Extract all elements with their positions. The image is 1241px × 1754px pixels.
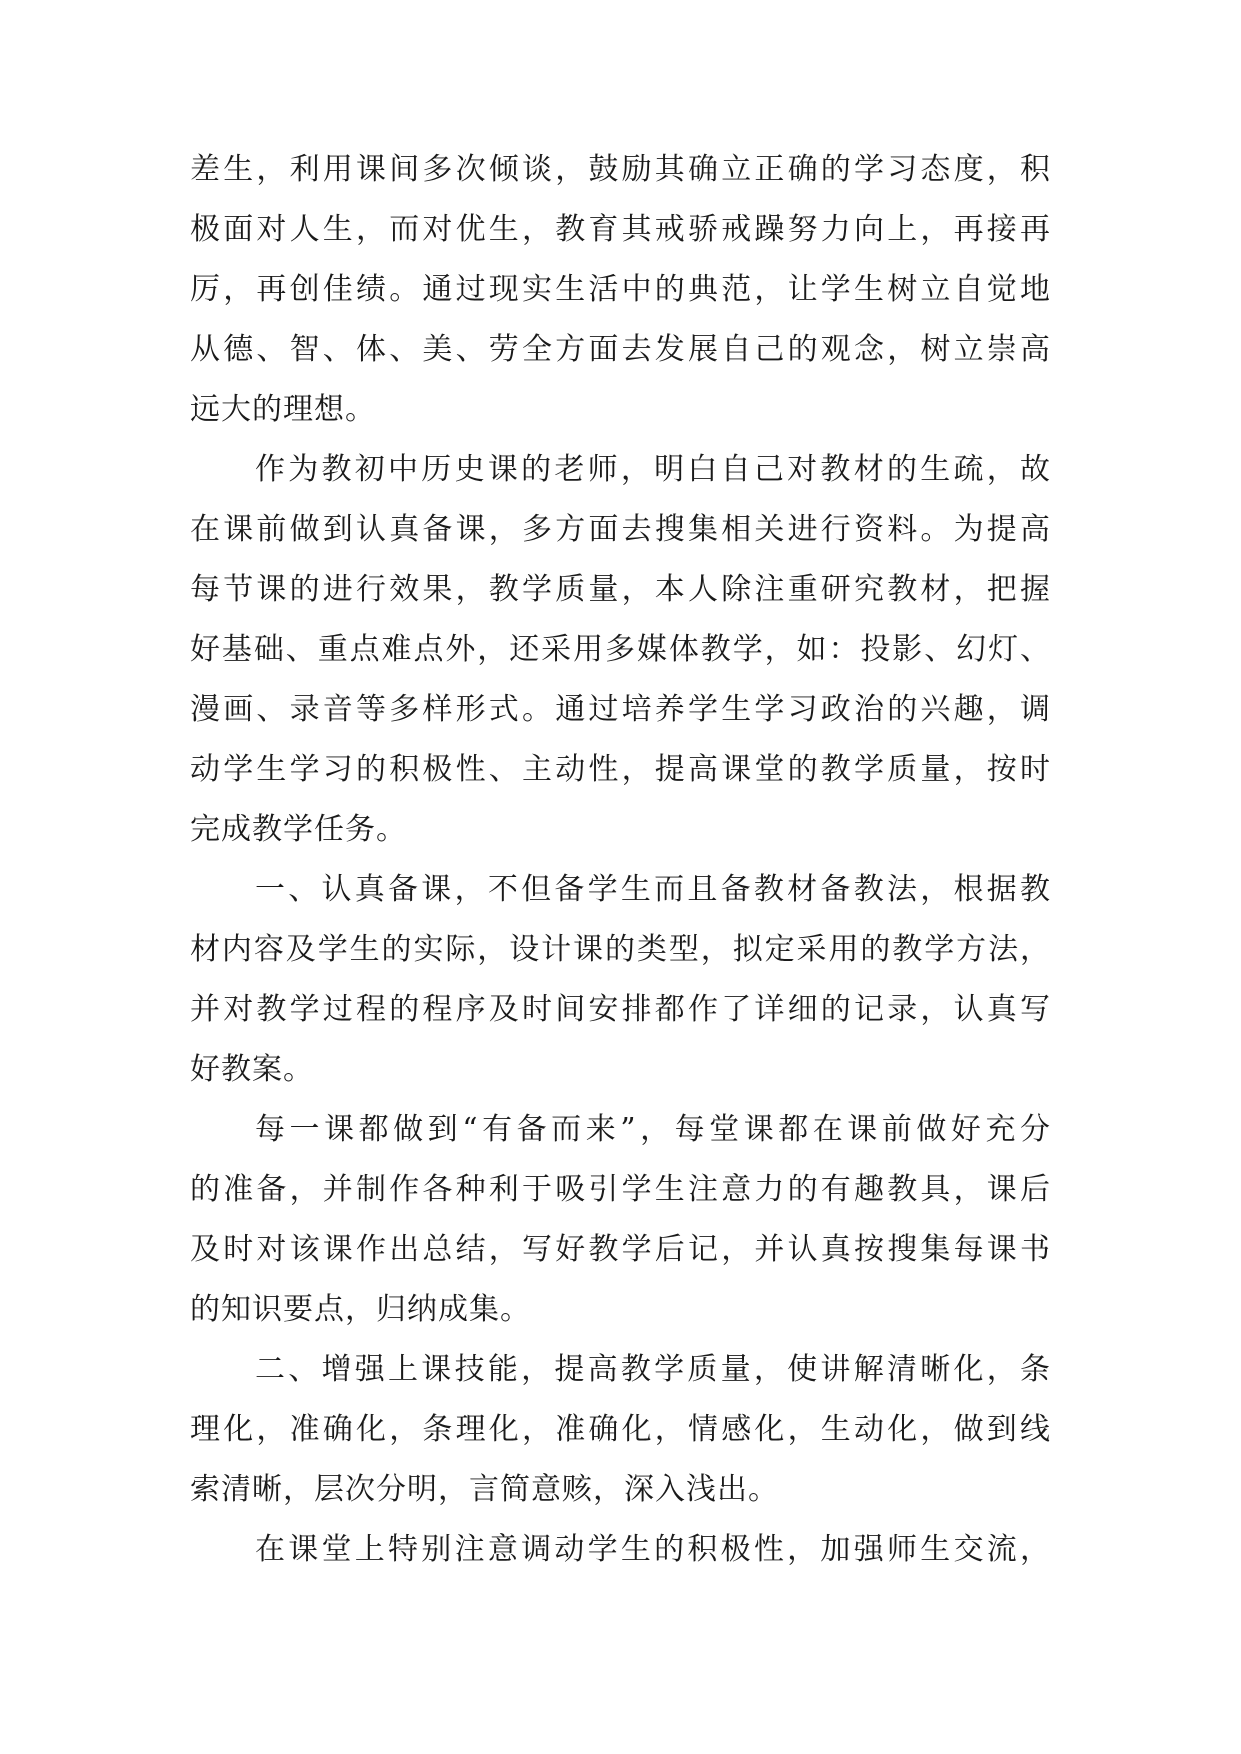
text-line: 动学生学习的积极性、主动性，提高课堂的教学质量，按时	[190, 752, 1051, 787]
text-line: 作为教初中历史课的老师，明白自己对教材的生疏，故	[255, 452, 1051, 487]
text-line: 漫画、录音等多样形式。通过培养学生学习政治的兴趣，调	[190, 692, 1051, 727]
text-line: 好教案。	[190, 1052, 314, 1087]
text-line: 在课堂上特别注意调动学生的积极性，加强师生交流，	[255, 1532, 1051, 1567]
text-line: 索清晰，层次分明，言简意赅，深入浅出。	[190, 1472, 779, 1507]
text-line: 每一课都做到“有备而来”，每堂课都在课前做好充分	[255, 1112, 1051, 1147]
text-line: 及时对该课作出总结，写好教学后记，并认真按搜集每课书	[190, 1232, 1051, 1267]
text-line: 并对教学过程的程序及时间安排都作了详细的记录，认真写	[190, 992, 1051, 1027]
text-line: 在课前做到认真备课，多方面去搜集相关进行资料。为提高	[190, 512, 1051, 547]
text-line: 二、增强上课技能，提高教学质量，使讲解清晰化，条	[255, 1352, 1051, 1387]
text-line: 的准备，并制作各种利于吸引学生注意力的有趣教具，课后	[190, 1172, 1051, 1207]
text-line: 极面对人生，而对优生，教育其戒骄戒躁努力向上，再接再	[190, 212, 1051, 247]
text-line: 厉，再创佳绩。通过现实生活中的典范，让学生树立自觉地	[190, 272, 1051, 307]
text-line: 差生，利用课间多次倾谈，鼓励其确立正确的学习态度，积	[190, 152, 1051, 187]
text-line: 从德、智、体、美、劳全方面去发展自己的观念，树立崇高	[190, 332, 1051, 367]
text-line: 理化，准确化，条理化，准确化，情感化，生动化，做到线	[190, 1412, 1051, 1447]
text-line: 完成教学任务。	[190, 812, 407, 847]
text-line: 材内容及学生的实际，设计课的类型，拟定采用的教学方法，	[190, 932, 1051, 967]
text-line: 远大的理想。	[190, 392, 376, 427]
text-line: 每节课的进行效果，教学质量，本人除注重研究教材，把握	[190, 572, 1051, 607]
text-line: 好基础、重点难点外，还采用多媒体教学，如：投影、幻灯、	[190, 632, 1051, 667]
text-line: 的知识要点，归纳成集。	[190, 1292, 531, 1327]
text-line: 一、认真备课，不但备学生而且备教材备教法，根据教	[255, 872, 1051, 907]
